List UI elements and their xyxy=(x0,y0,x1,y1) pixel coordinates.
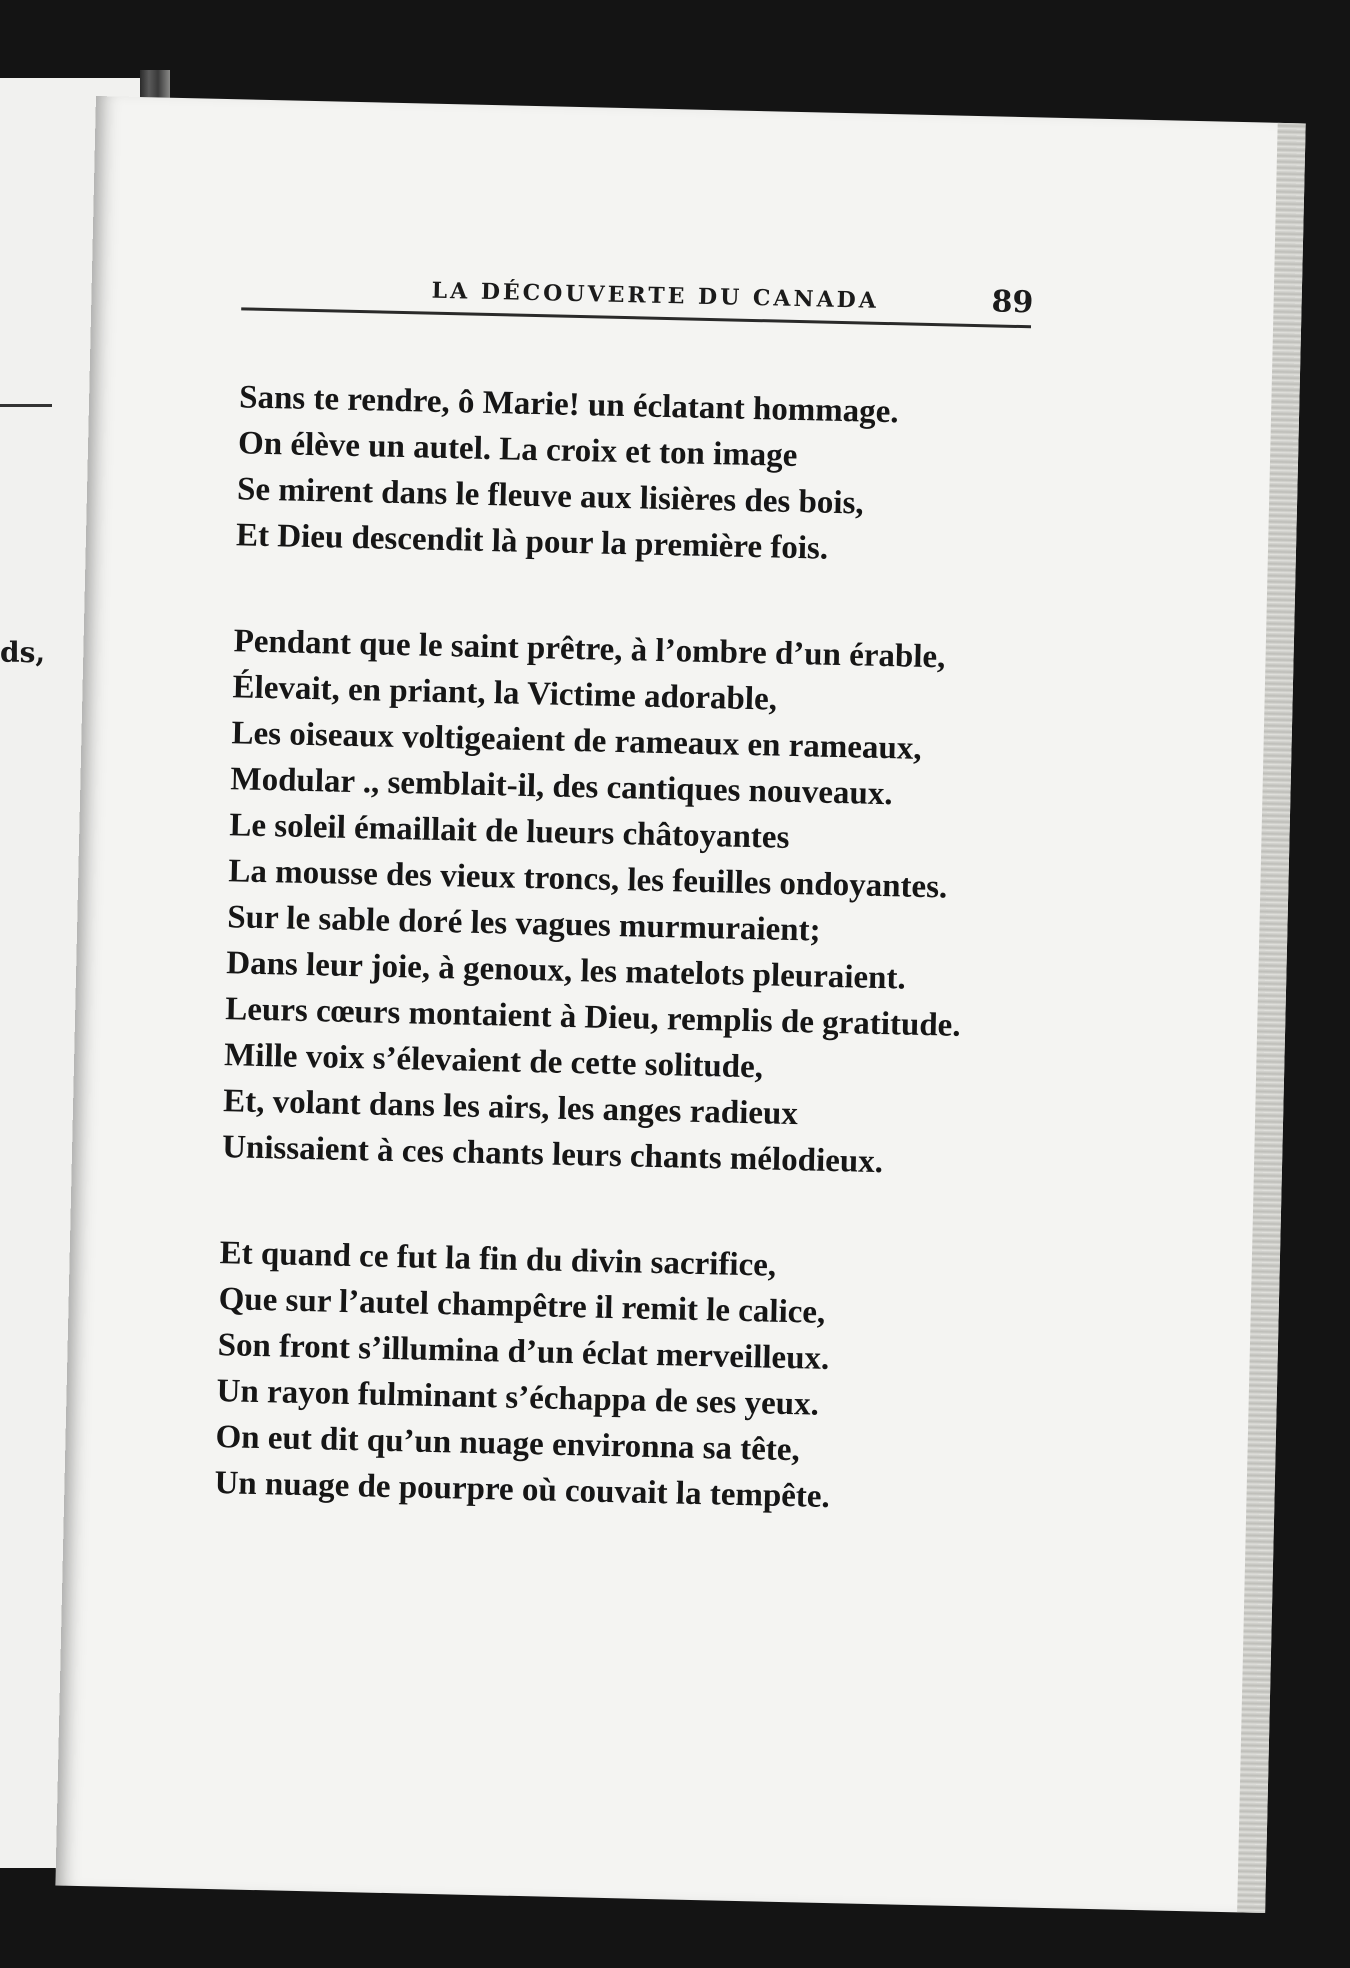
verse-line: Et, volant dans les airs, les anges radieux xyxy=(222,1083,799,1133)
stanza-3 xyxy=(214,1230,1060,1525)
verse-line: On élève un autel. La croix et ton image xyxy=(237,425,798,475)
header-rule xyxy=(241,307,1031,328)
left-page-text-fragment: ds, xyxy=(0,636,46,669)
verse-line: Sans te rendre, ô Marie! un éclatant hommage. xyxy=(238,379,900,431)
right-page xyxy=(55,96,1305,1913)
running-header xyxy=(241,267,1042,335)
verse-line: Un nuage de pourpre où couvait la tempête. xyxy=(214,1465,831,1516)
verse-line: Les oiseaux voltigeaient de rameaux en rameaux, xyxy=(231,715,922,767)
verse-line: Modular ., semblait-il, des cantiques nouveaux. xyxy=(230,761,893,813)
running-title: LA DÉCOUVERTE DU CANADA xyxy=(431,277,880,314)
verse-line: Que sur l’autel champêtre il remit le calice, xyxy=(218,1281,826,1331)
verse-line: Et quand ce fut la fin du divin sacrifice, xyxy=(219,1235,777,1284)
verse-line: Élevait, en priant, la Victime adorable, xyxy=(232,669,778,718)
verse-line: Le soleil émaillait de lueurs châtoyantes xyxy=(229,807,790,856)
verse-line: Se mirent dans le fleuve aux lisières des bois, xyxy=(236,471,865,522)
page-number: 89 xyxy=(991,284,1034,321)
page-edge xyxy=(1237,123,1306,1913)
verse-line: Dans leur joie, à genoux, les matelots pleuraient. xyxy=(225,945,907,997)
verse-line: Unissaient à ces chants leurs chants mélodieux. xyxy=(221,1129,884,1181)
verse-line: On eut dit qu’un nuage environna sa tête, xyxy=(215,1419,801,1469)
stanza-2 xyxy=(222,618,1074,1189)
verse-line: Un rayon fulminant s’échappa de ses yeux. xyxy=(216,1373,820,1423)
verse-line: Leurs cœurs montaient à Dieu, remplis de gratitude. xyxy=(224,991,961,1044)
verse-line: La mousse des vieux troncs, les feuilles ondoyantes. xyxy=(228,853,948,906)
verse-line: Et Dieu descendit là pour la première fois. xyxy=(235,517,829,567)
verse-line: Sur le sable doré les vagues murmuraient; xyxy=(226,899,822,949)
verse-line: Pendant que le saint prêtre, à l’ombre d’un érable, xyxy=(233,623,946,676)
stanza-1 xyxy=(236,374,1080,577)
left-page-rule xyxy=(0,404,52,407)
verse-line: Mille voix s’élevaient de cette solitude, xyxy=(223,1037,764,1086)
verse-line: Son front s’illumina d’un éclat merveilleux. xyxy=(217,1327,830,1377)
poem-text xyxy=(213,374,1080,1585)
